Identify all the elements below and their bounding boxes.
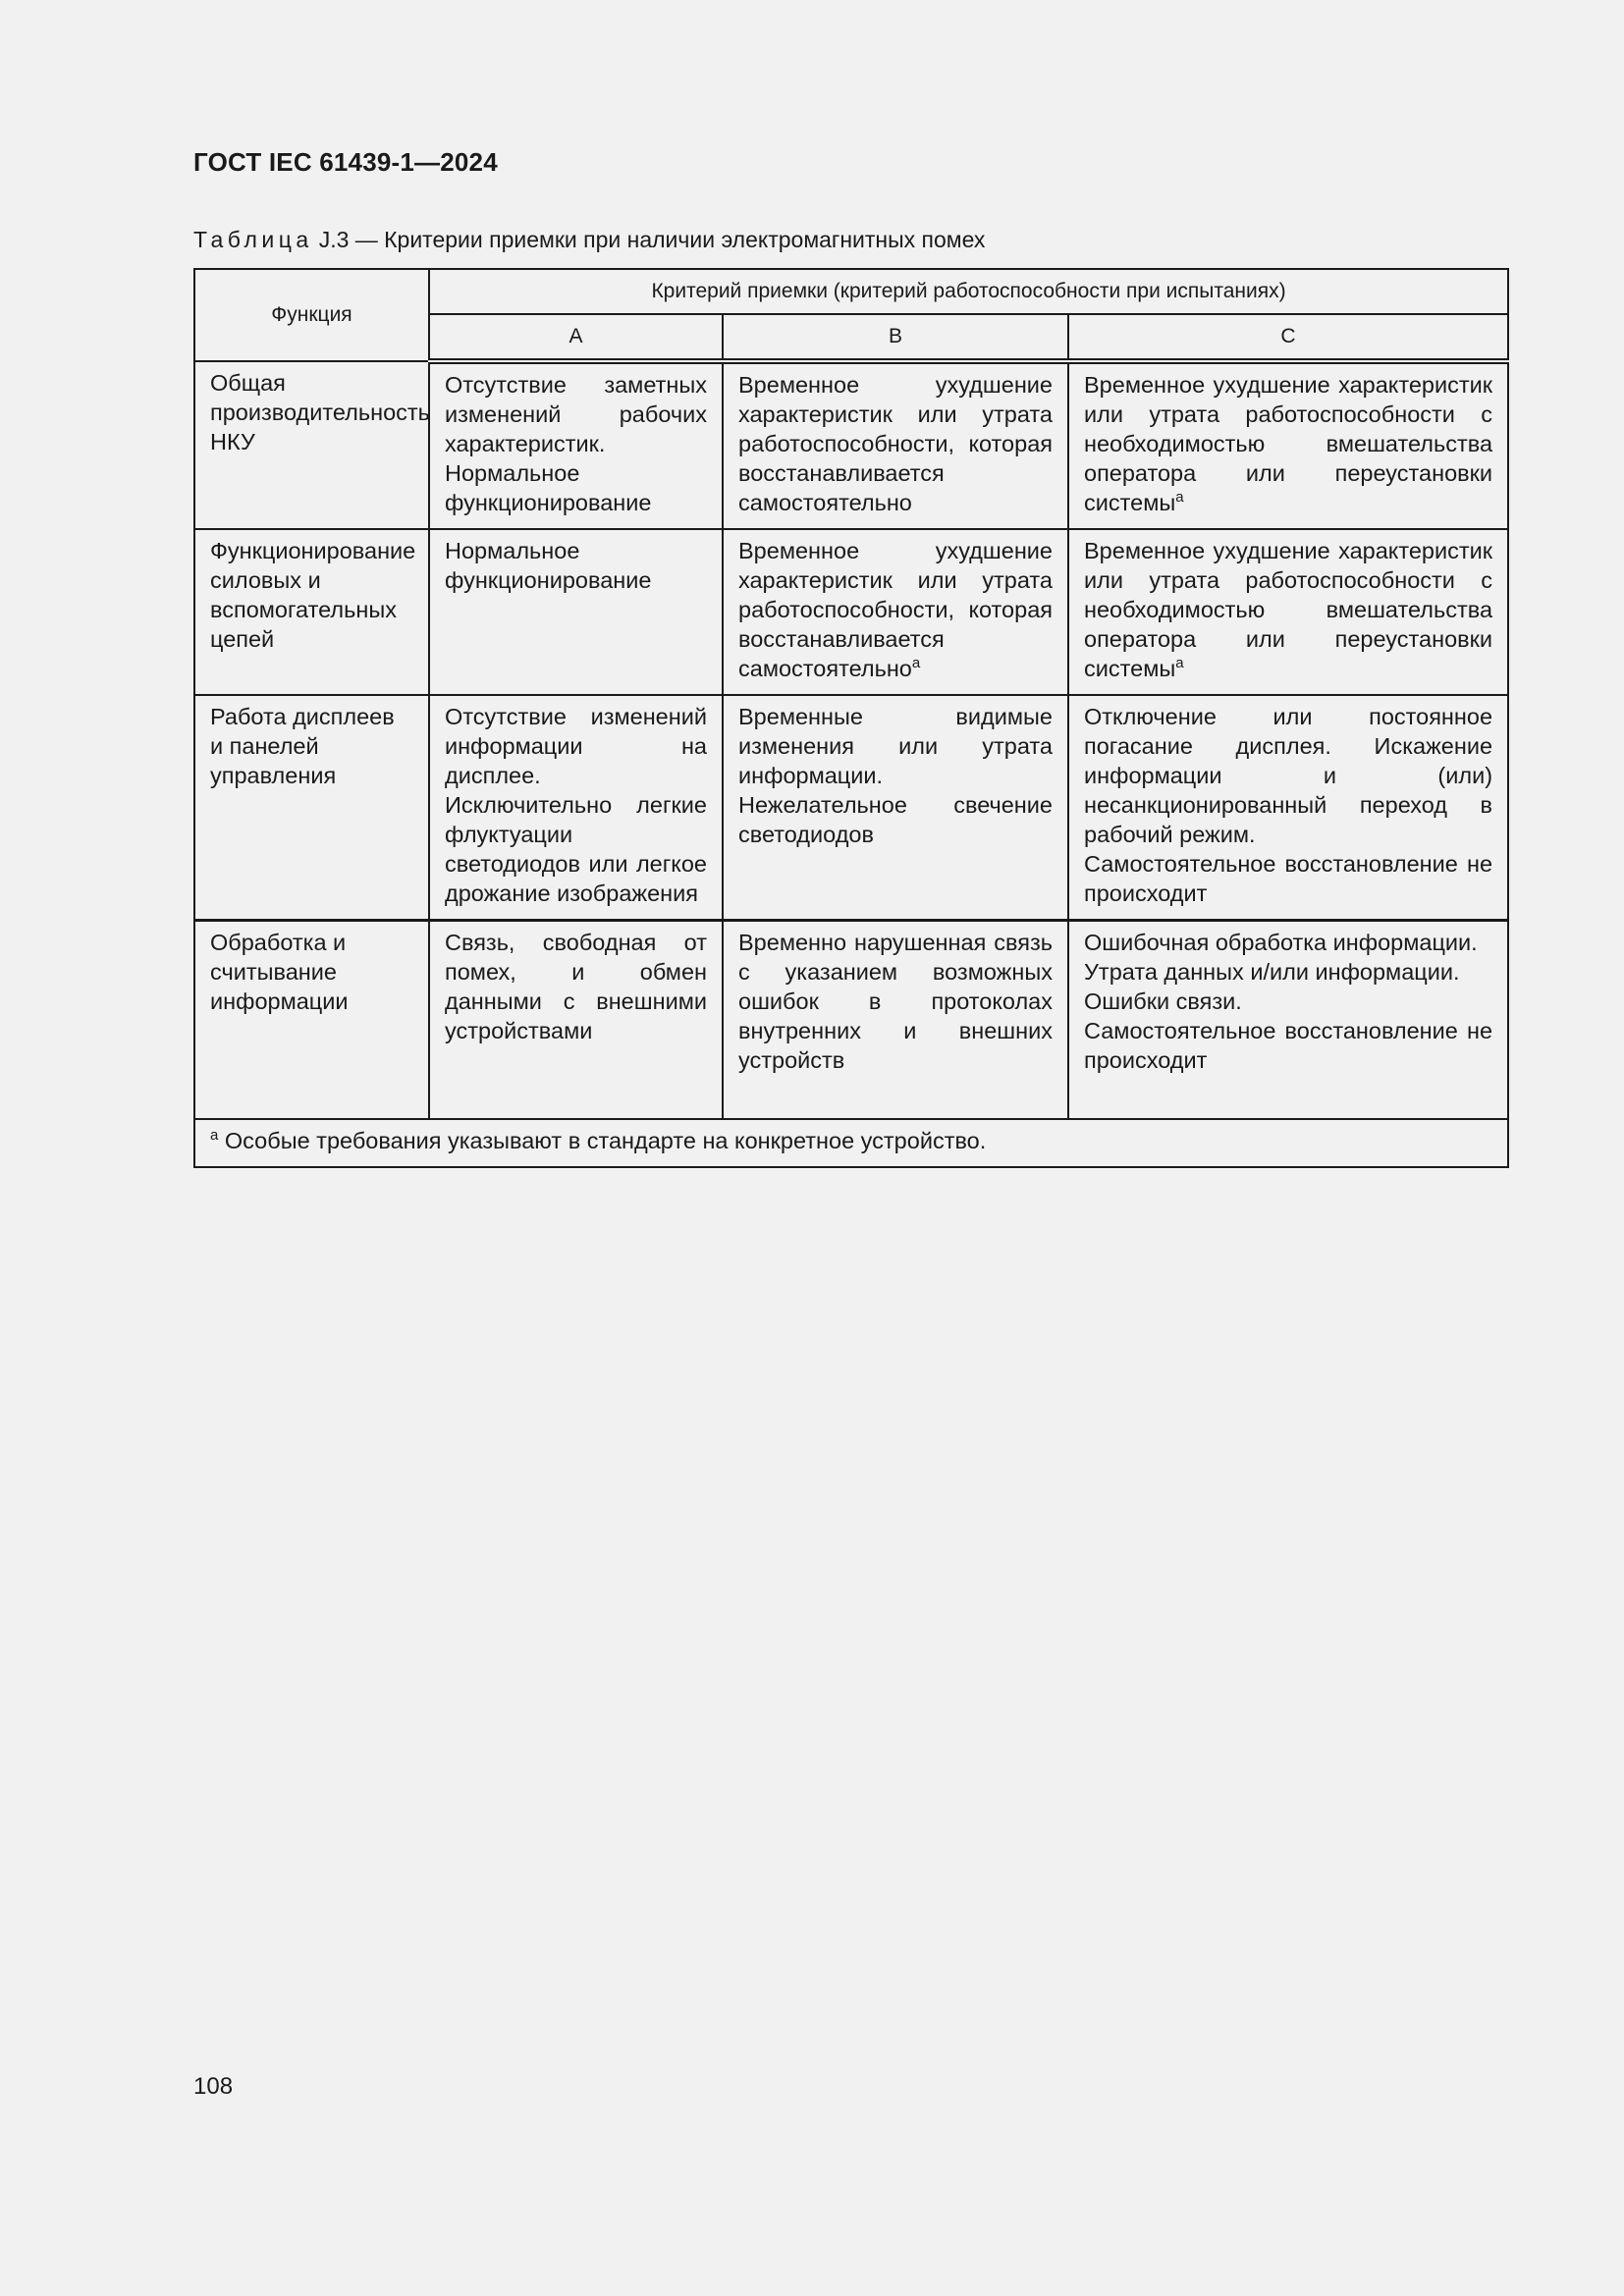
criterion-b-cell [723, 921, 1068, 1120]
cell-line: Временное ухудшение характеристик или утрата работоспособности с необходимостью вмешательства оператора или переустановки системы [1084, 538, 1493, 681]
table-caption-text: J.3 — Критерии приемки при наличии электромагнитных помех [318, 227, 986, 252]
table-row [194, 361, 1508, 529]
document-header: ГОСТ IEC 61439-1—2024 [193, 147, 498, 177]
function-text: Функционирование силовых и вспомогательных цепей [210, 538, 416, 652]
table-caption [193, 227, 985, 253]
cell-line: Исключительно легкие флуктуации светодиодов или легкое дрожание изображения [445, 792, 707, 906]
criterion-c-cell [1068, 529, 1508, 695]
cell-line: Временное ухудшение характеристик или утрата работоспособности, которая восстанавливается самостоятельно [738, 372, 1053, 515]
criterion-b-cell [723, 529, 1068, 695]
criterion-a-cell [429, 695, 723, 921]
column-header-b: B [723, 314, 1068, 361]
criterion-a-cell [429, 529, 723, 695]
criterion-c-cell [1068, 361, 1508, 529]
column-header-function: Функция [194, 269, 429, 361]
footnote-mark: a [210, 1127, 219, 1144]
criterion-a-cell [429, 921, 723, 1120]
footnote-text: Особые требования указывают в стандарте на конкретное устройство. [224, 1128, 987, 1153]
cell-line: Временное ухудшение характеристик или утрата работоспособности, которая восстанавливается самостоятельно [738, 538, 1053, 681]
table-footnote [194, 1119, 1508, 1167]
cell-line: Нормальное функционирование [445, 460, 652, 515]
column-group-header-criteria: Критерий приемки (критерий работоспособности при испытаниях) [429, 269, 1508, 314]
function-cell [194, 529, 429, 695]
cell-line: Нежелательное свечение светодиодов [738, 792, 1053, 847]
cell-line: Самостоятельное восстановление не происходит [1084, 851, 1493, 906]
cell-line: Отключение или постоянное погасание дисплея. Искажение информации и (или) несанкционированный переход в рабочий режим. [1084, 704, 1493, 847]
function-cell [194, 361, 429, 529]
table-header-row [194, 269, 1508, 314]
criterion-b-cell [723, 361, 1068, 529]
table-row [194, 695, 1508, 921]
cell-line: Самостоятельное восстановление не происходит [1084, 1018, 1493, 1073]
cell-line: Временно нарушенная связь с указанием возможных ошибок в протоколах внутренних и внешних устройств [738, 930, 1053, 1073]
column-header-a: A [429, 314, 723, 361]
cell-line: Нормальное функционирование [445, 538, 652, 593]
function-text: Обработка и считывание информации [210, 930, 349, 1014]
cell-line: Утрата данных и/или информации. [1084, 959, 1460, 985]
cell-line: Временное ухудшение характеристик или утрата работоспособности с необходимостью вмешательства оператора или переустановки системы [1084, 372, 1493, 515]
cell-line: Отсутствие заметных изменений рабочих характеристик. [445, 372, 707, 456]
criterion-c-cell [1068, 695, 1508, 921]
function-cell [194, 695, 429, 921]
footnote-reference: a [1175, 655, 1184, 671]
table-caption-label: Таблица [193, 227, 313, 252]
acceptance-criteria-table [193, 268, 1509, 1168]
footnote-reference: a [1175, 489, 1184, 506]
cell-line: Временные видимые изменения или утрата информации. [738, 704, 1053, 788]
table-row [194, 529, 1508, 695]
criterion-c-cell [1068, 921, 1508, 1120]
function-text: Работа дисплеев и панелей управления [210, 704, 395, 788]
footnote-reference: a [911, 655, 921, 671]
cell-line: Связь, свободная от помех, и обмен данными с внешними устройствами [445, 930, 707, 1043]
cell-line: Ошибочная обработка информации. [1084, 930, 1478, 955]
table-row [194, 921, 1508, 1120]
function-cell [194, 921, 429, 1120]
cell-line: Отсутствие изменений информации на дисплее. [445, 704, 707, 788]
page-number: 108 [193, 2073, 234, 2100]
column-header-c: C [1068, 314, 1508, 361]
cell-line: Ошибки связи. [1084, 988, 1242, 1014]
criterion-b-cell [723, 695, 1068, 921]
criterion-a-cell [429, 361, 723, 529]
function-text: Общая производительность НКУ [210, 370, 430, 454]
table-footnote-row [194, 1119, 1508, 1167]
